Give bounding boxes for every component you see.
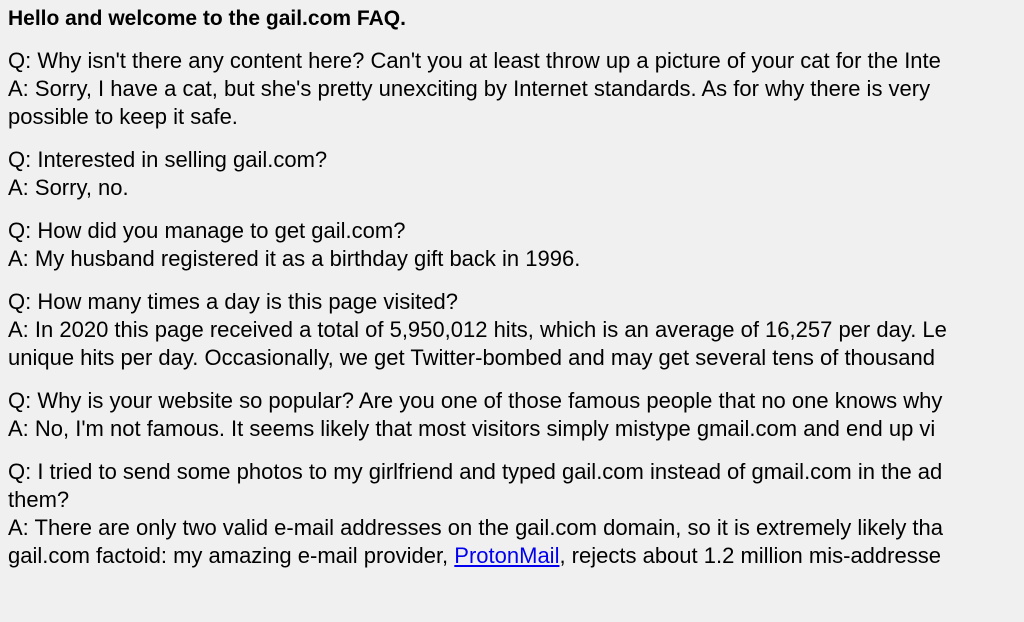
faq-answer: A: Sorry, no. bbox=[8, 175, 129, 200]
faq-answer: A: No, I'm not famous. It seems likely that most visitors simply mistype gmail.com and end up vi bbox=[8, 416, 936, 441]
faq-question: Q: How many times a day is this page visited? bbox=[8, 289, 458, 314]
faq-answer: A: In 2020 this page received a total of 5,950,012 hits, which is an average of 16,257 per day. Le bbox=[8, 317, 947, 342]
faq-question: Q: Why is your website so popular? Are you one of those famous people that no one knows why bbox=[8, 388, 943, 413]
faq-question: Q: How did you manage to get gail.com? bbox=[8, 218, 406, 243]
faq-answer: A: My husband registered it as a birthday gift back in 1996. bbox=[8, 246, 581, 271]
faq-item-cat bbox=[8, 47, 1024, 131]
faq-answer-continued: possible to keep it safe. bbox=[8, 104, 238, 129]
faq-item-photos bbox=[8, 458, 1024, 570]
faq-answer-continued: unique hits per day. Occasionally, we get Twitter-bombed and may get several tens of thousand bbox=[8, 345, 935, 370]
faq-item-acquisition bbox=[8, 217, 1024, 273]
faq-answer: A: Sorry, I have a cat, but she's pretty unexciting by Internet standards. As for why there is very bbox=[8, 76, 931, 101]
factoid-text-before: gail.com factoid: my amazing e-mail provider, bbox=[8, 543, 455, 568]
faq-question: Q: I tried to send some photos to my girlfriend and typed gail.com instead of gmail.com in the ad bbox=[8, 459, 943, 484]
faq-answer: A: There are only two valid e-mail addresses on the gail.com domain, so it is extremely likely tha bbox=[8, 515, 944, 540]
protonmail-link[interactable]: ProtonMail bbox=[454, 543, 560, 568]
faq-question: Q: Why isn't there any content here? Can't you at least throw up a picture of your cat for the Inte bbox=[8, 48, 941, 73]
faq-answer-continued bbox=[8, 542, 1024, 570]
faq-question-continued: them? bbox=[8, 487, 70, 512]
faq-item-selling bbox=[8, 146, 1024, 202]
faq-question: Q: Interested in selling gail.com? bbox=[8, 147, 328, 172]
faq-content bbox=[8, 5, 1024, 585]
faq-item-visits bbox=[8, 288, 1024, 372]
page-title: Hello and welcome to the gail.com FAQ. bbox=[8, 7, 406, 30]
faq-item-popularity bbox=[8, 387, 1024, 443]
factoid-text-after: , rejects about 1.2 million mis-addresse bbox=[559, 543, 941, 568]
